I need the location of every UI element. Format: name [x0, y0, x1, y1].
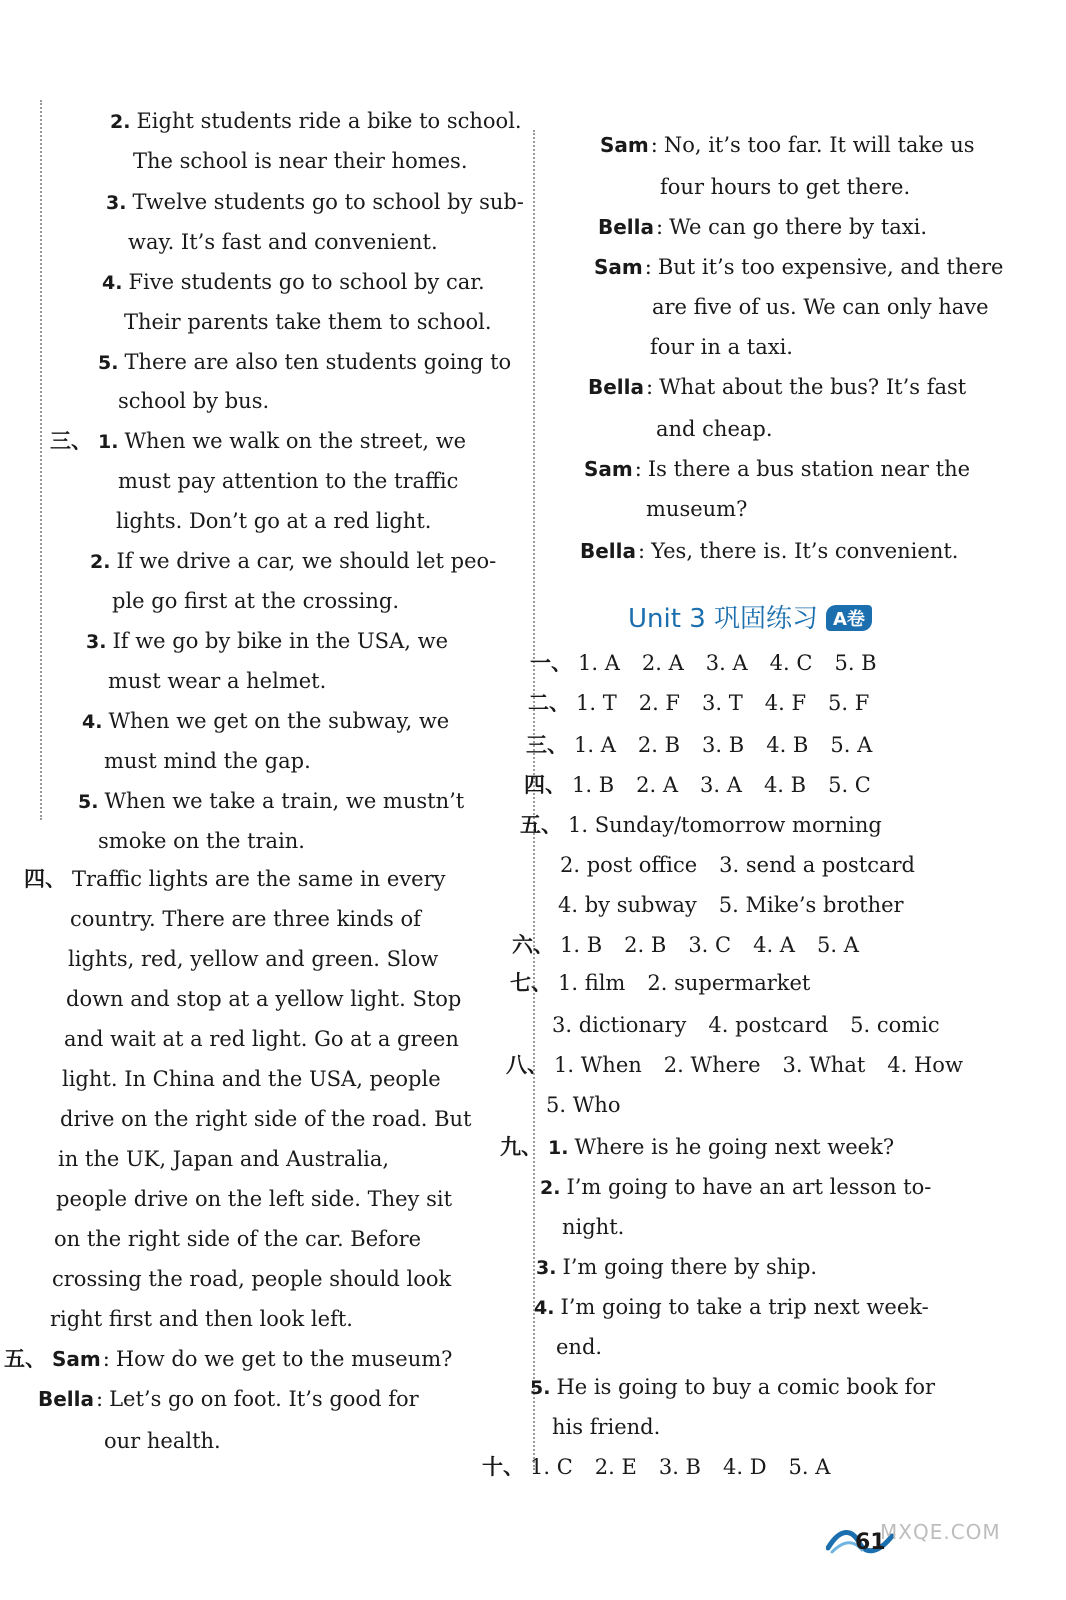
- list-item-continuation: The school is near their homes.: [133, 149, 468, 173]
- list-item-continuation: must pay attention to the traffic: [118, 469, 459, 493]
- dialogue-continuation: and cheap.: [656, 417, 773, 441]
- list-item-continuation: his friend.: [552, 1415, 661, 1439]
- list-item: 5. When we take a train, we mustn’t: [78, 789, 465, 813]
- section-label: 五、: [4, 1347, 46, 1371]
- answer-row: 一、 1. A 2. A 3. A 4. C 5. B: [530, 651, 877, 675]
- list-item: 九、 1. Where is he going next week?: [500, 1135, 895, 1159]
- speaker-name: Bella: [580, 539, 637, 563]
- list-item: 4. Five students go to school by car.: [102, 270, 485, 294]
- speaker-name: Sam: [600, 133, 649, 157]
- list-item: 3. Twelve students go to school by sub-: [106, 190, 524, 214]
- page-number: 61: [855, 1530, 886, 1555]
- section-label: 一、: [530, 651, 572, 675]
- paragraph-line: country. There are three kinds of: [70, 907, 421, 931]
- paragraph-line: down and stop at a yellow light. Stop: [66, 987, 462, 1011]
- section-label: 三、: [526, 733, 568, 757]
- paragraph-line: 四、 Traffic lights are the same in every: [24, 867, 446, 891]
- dialogue-line: Sam: Is there a bus station near the: [584, 457, 971, 481]
- list-item-continuation: end.: [556, 1335, 603, 1359]
- list-item: 5. He is going to buy a comic book for: [530, 1375, 935, 1399]
- answer-row: 5. Who: [546, 1093, 621, 1117]
- answer-row: 八、 1. When 2. Where 3. What 4. How: [506, 1053, 963, 1077]
- paragraph-line: in the UK, Japan and Australia,: [58, 1147, 390, 1171]
- list-item: 3. If we go by bike in the USA, we: [86, 629, 448, 653]
- section-label: 九、: [500, 1135, 542, 1159]
- answer-row: 十、 1. C 2. E 3. B 4. D 5. A: [482, 1455, 831, 1479]
- list-item: 5. There are also ten students going to: [98, 350, 512, 374]
- version-badge: A卷: [826, 605, 872, 631]
- section-label: 三、: [50, 429, 92, 453]
- list-item: 3. I’m going there by ship.: [536, 1255, 818, 1279]
- list-item-continuation: lights. Don’t go at a red light.: [116, 509, 432, 533]
- paragraph-line: drive on the right side of the road. But: [60, 1107, 472, 1131]
- section-label: 十、: [482, 1455, 524, 1479]
- section-label: 七、: [510, 971, 552, 995]
- paragraph-line: right first and then look left.: [50, 1307, 353, 1331]
- dialogue-line: Bella: We can go there by taxi.: [598, 215, 928, 239]
- section-label: 四、: [524, 773, 566, 797]
- list-item-continuation: way. It’s fast and convenient.: [128, 230, 438, 254]
- dialogue-line: 五、 Sam: How do we get to the museum?: [4, 1347, 453, 1371]
- dialogue-line: Bella: Yes, there is. It’s convenient.: [580, 539, 959, 563]
- dialogue-continuation: four hours to get there.: [660, 175, 911, 199]
- answer-row: 2. post office 3. send a postcard: [560, 853, 915, 877]
- paragraph-line: crossing the road, people should look: [52, 1267, 452, 1291]
- dialogue-line: Bella: Let’s go on foot. It’s good for: [38, 1387, 419, 1411]
- list-item-continuation: smoke on the train.: [98, 829, 305, 853]
- answer-row: 三、 1. A 2. B 3. B 4. B 5. A: [526, 733, 873, 757]
- answer-row: 二、 1. T 2. F 3. T 4. F 5. F: [528, 691, 870, 715]
- column-divider: [533, 130, 535, 1470]
- list-item-continuation: ple go first at the crossing.: [112, 589, 400, 613]
- list-item-continuation: Their parents take them to school.: [124, 310, 492, 334]
- list-item: 三、 1. When we walk on the street, we: [50, 429, 467, 453]
- dialogue-continuation: our health.: [104, 1429, 221, 1453]
- list-item: 4. I’m going to take a trip next week-: [534, 1295, 929, 1319]
- paragraph-line: lights, red, yellow and green. Slow: [68, 947, 439, 971]
- section-label: 四、: [24, 867, 66, 891]
- list-item: 2. If we drive a car, we should let peo-: [90, 549, 497, 573]
- dialogue-line: Bella: What about the bus? It’s fast: [588, 375, 967, 399]
- dialogue-continuation: museum?: [646, 497, 748, 521]
- speaker-name: Bella: [38, 1387, 95, 1411]
- section-label: 二、: [528, 691, 570, 715]
- speaker-name: Bella: [588, 375, 645, 399]
- list-item: 4. When we get on the subway, we: [82, 709, 450, 733]
- answer-row: 4. by subway 5. Mike’s brother: [558, 893, 904, 917]
- answer-row: 五、 1. Sunday/tomorrow morning: [520, 813, 882, 837]
- answer-row: 七、 1. film 2. supermarket: [510, 971, 811, 995]
- paragraph-line: light. In China and the USA, people: [62, 1067, 441, 1091]
- binding-margin-divider: [40, 100, 42, 820]
- dialogue-continuation: four in a taxi.: [650, 335, 793, 359]
- watermark: MXQE.COM: [880, 1520, 1001, 1544]
- speaker-name: Sam: [584, 457, 633, 481]
- paragraph-line: and wait at a red light. Go at a green: [64, 1027, 459, 1051]
- unit-title: Unit 3 巩固练习 A卷: [628, 598, 872, 635]
- answer-row: 六、 1. B 2. B 3. C 4. A 5. A: [512, 933, 859, 957]
- list-item-continuation: must wear a helmet.: [108, 669, 327, 693]
- list-item-continuation: night.: [562, 1215, 625, 1239]
- list-item-continuation: school by bus.: [118, 389, 270, 413]
- list-item-continuation: must mind the gap.: [104, 749, 311, 773]
- dialogue-line: Sam: No, it’s too far. It will take us: [600, 133, 975, 157]
- dialogue-continuation: are five of us. We can only have: [652, 295, 989, 319]
- section-label: 六、: [512, 933, 554, 957]
- speaker-name: Sam: [52, 1347, 101, 1371]
- answer-row: 3. dictionary 4. postcard 5. comic: [552, 1013, 940, 1037]
- answer-row: 四、 1. B 2. A 3. A 4. B 5. C: [524, 773, 871, 797]
- speaker-name: Sam: [594, 255, 643, 279]
- paragraph-line: people drive on the left side. They sit: [56, 1187, 453, 1211]
- list-item: 2. I’m going to have an art lesson to-: [540, 1175, 932, 1199]
- speaker-name: Bella: [598, 215, 655, 239]
- section-label: 八、: [506, 1053, 548, 1077]
- paragraph-line: on the right side of the car. Before: [54, 1227, 422, 1251]
- list-item: 2. Eight students ride a bike to school.: [110, 109, 522, 133]
- dialogue-line: Sam: But it’s too expensive, and there: [594, 255, 1004, 279]
- section-label: 五、: [520, 813, 562, 837]
